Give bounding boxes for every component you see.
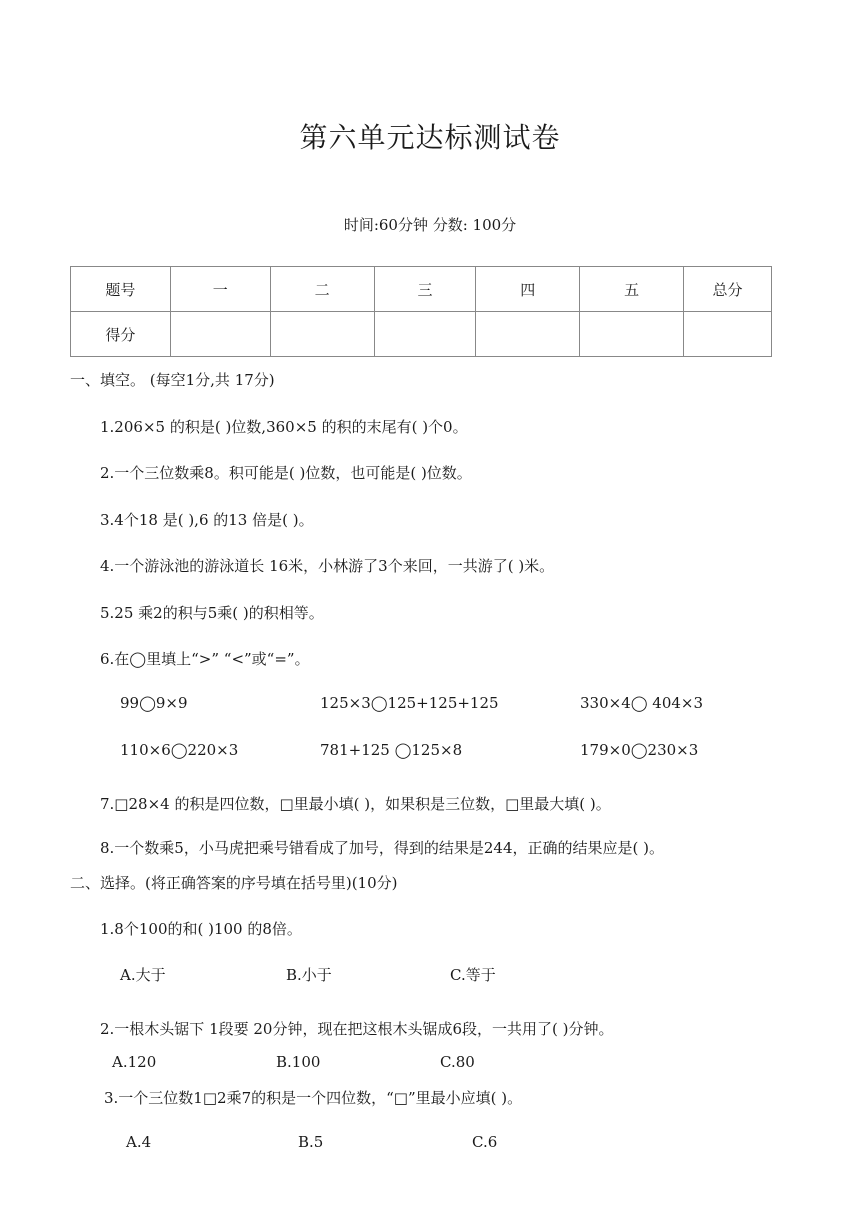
- score-cell: 得分: [71, 312, 171, 357]
- question-1-2: 2.一个三位数乘8。积可能是( )位数，也可能是( )位数。: [100, 464, 472, 482]
- score-input-cell[interactable]: [684, 312, 772, 357]
- question-1-1: 1.206×5 的积是( )位数,360×5 的积的末尾有( )个0。: [100, 418, 468, 436]
- score-table: [70, 266, 772, 357]
- compare-item: 330×4◯ 404×3: [580, 694, 704, 712]
- score-cell: 五: [580, 267, 684, 312]
- option-c: C.等于: [450, 966, 496, 984]
- compare-item: 99◯9×9: [120, 694, 188, 712]
- score-cell: 总分: [684, 267, 772, 312]
- question-2-2: 2.一根木头锯下 1段要 20分钟，现在把这根木头锯成6段，一共用了( )分钟。: [100, 1020, 614, 1038]
- question-1-8: 8.一个数乘5，小马虎把乘号错看成了加号，得到的结果是244，正确的结果应是( )。: [100, 839, 664, 857]
- score-cell: 一: [170, 267, 270, 312]
- exam-info: 时间:60分钟 分数: 100分: [343, 216, 517, 234]
- score-input-cell[interactable]: [270, 312, 374, 357]
- score-input-cell[interactable]: [580, 312, 684, 357]
- option-c: C.6: [472, 1133, 498, 1151]
- section-heading-choice: 二、选择。(将正确答案的序号填在括号里)(10分): [70, 874, 398, 892]
- option-b: B.5: [298, 1133, 324, 1151]
- option-c: C.80: [440, 1053, 475, 1071]
- compare-item: 781+125 ◯125×8: [320, 741, 463, 759]
- question-1-7: 7.□28×4 的积是四位数，□里最小填( )，如果积是三位数，□里最大填( )。: [100, 795, 611, 813]
- section-heading-fill-in: 一、填空。 (每空1分,共 17分): [70, 371, 275, 389]
- question-1-4: 4.一个游泳池的游泳道长 16米，小林游了3个来回，一共游了( )米。: [100, 557, 555, 575]
- question-1-3: 3.4个18 是( ),6 的13 倍是( )。: [100, 511, 314, 529]
- question-2-3: 3.一个三位数1□2乘7的积是一个四位数，“□”里最小应填( )。: [104, 1089, 523, 1107]
- score-table-header-row: [71, 267, 772, 312]
- compare-item: 179×0◯230×3: [580, 741, 699, 759]
- score-cell: 题号: [71, 267, 171, 312]
- score-table-score-row: [71, 312, 772, 357]
- option-b: B.100: [276, 1053, 321, 1071]
- question-1-5: 5.25 乘2的积与5乘( )的积相等。: [100, 604, 324, 622]
- question-2-1: 1.8个100的和( )100 的8倍。: [100, 920, 302, 938]
- score-input-cell[interactable]: [170, 312, 270, 357]
- option-a: A.4: [126, 1133, 152, 1151]
- option-a: A.120: [112, 1053, 157, 1071]
- score-input-cell[interactable]: [374, 312, 476, 357]
- page-title: 第六单元达标测试卷: [299, 121, 561, 154]
- compare-item: 125×3◯125+125+125: [320, 694, 499, 712]
- option-a: A.大于: [120, 966, 166, 984]
- score-input-cell[interactable]: [476, 312, 580, 357]
- score-cell: 二: [270, 267, 374, 312]
- option-b: B.小于: [286, 966, 332, 984]
- question-1-6: 6.在◯里填上“>” “<”或“=”。: [100, 650, 310, 668]
- score-cell: 四: [476, 267, 580, 312]
- score-cell: 三: [374, 267, 476, 312]
- compare-item: 110×6◯220×3: [120, 741, 239, 759]
